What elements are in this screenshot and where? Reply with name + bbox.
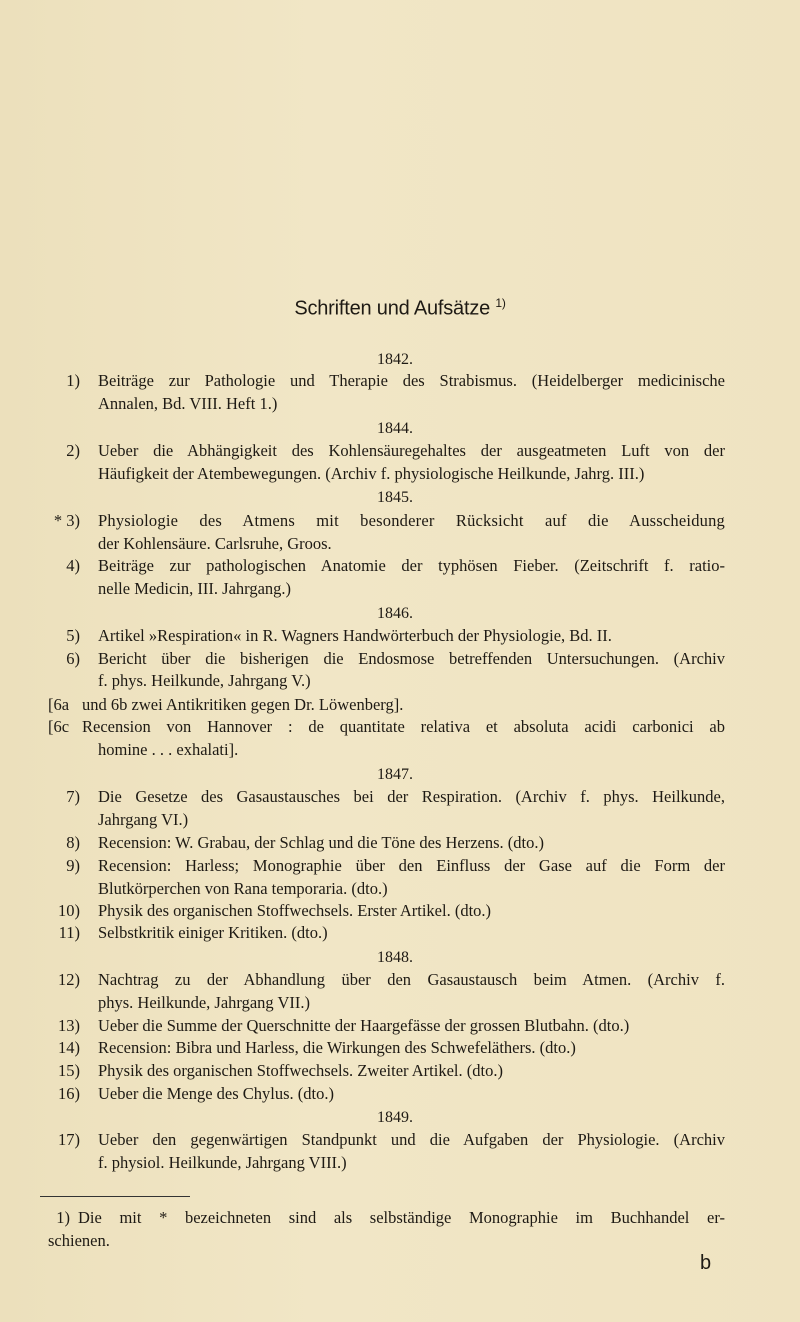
entry-line: Recension: W. Grabau, der Schlag und die Töne des Herzens. (dto.) <box>98 833 544 852</box>
entry-number: 15) <box>58 1061 80 1080</box>
entry-line: Selbstkritik einiger Kritiken. (dto.) <box>98 923 328 942</box>
entry-line: homine . . . exhalati]. <box>98 740 239 759</box>
entry-line: Physiologie des Atmens mit besonderer Rücksicht auf die Ausscheidung <box>98 511 725 530</box>
entry-line: Recension von Hannover : de quantitate relativa et absoluta acidi carbonici ab <box>82 717 725 736</box>
entry-line: Artikel »Respiration« in R. Wagners Handwörterbuch der Physiologie, Bd. II. <box>98 626 612 645</box>
entry-line: Ueber die Summe der Querschnitte der Haargefässe der grossen Blutbahn. (dto.) <box>98 1016 630 1035</box>
footnote-number: 1) <box>56 1208 70 1227</box>
entry-line: Ueber die Menge des Chylus. (dto.) <box>98 1084 334 1103</box>
entry-line: f. physiol. Heilkunde, Jahrgang VIII.) <box>98 1153 347 1172</box>
year-heading: 1845. <box>377 489 413 506</box>
entry-line: Jahrgang VI.) <box>98 810 189 829</box>
entry-line: Beiträge zur pathologischen Anatomie der typhösen Fieber. (Zeitschrift f. ratio- <box>98 556 725 575</box>
entry-line: Ueber die Abhängigkeit des Kohlensäuregehaltes der ausgeatmeten Luft von der <box>98 441 725 460</box>
entry-line: Recension: Bibra und Harless, die Wirkungen des Schwefeläthers. (dto.) <box>98 1038 576 1057</box>
entry-line: Physik des organischen Stoffwechsels. Zweiter Artikel. (dto.) <box>98 1061 503 1080</box>
footnote-rule <box>40 1196 190 1197</box>
entry-number: 14) <box>58 1038 80 1057</box>
entry-number: 8) <box>66 833 80 852</box>
entry-line: nelle Medicin, III. Jahrgang.) <box>98 579 292 598</box>
entry-line: Nachtrag zu der Abhandlung über den Gasaustausch beim Atmen. (Archiv f. <box>98 970 725 989</box>
entry-number: 9) <box>66 856 80 875</box>
signature-mark: b <box>700 1252 712 1274</box>
entry-number: * 3) <box>53 511 80 530</box>
entry-number: 7) <box>66 787 80 806</box>
entry-line: Die Gesetze des Gasaustausches bei der Respiration. (Archiv f. phys. Heilkunde, <box>98 787 725 806</box>
entry-line: Physik des organischen Stoffwechsels. Erster Artikel. (dto.) <box>98 901 492 920</box>
entry-line: phys. Heilkunde, Jahrgang VII.) <box>98 993 311 1012</box>
footnote-mark: 1) <box>495 296 506 310</box>
entry-line: Recension: Harless; Monographie über den Einfluss der Gase auf die Form der <box>98 856 725 875</box>
entry-line: der Kohlensäure. Carlsruhe, Groos. <box>98 534 332 553</box>
entry-number: 13) <box>58 1016 80 1035</box>
entry-line: und 6b zwei Antikritiken gegen Dr. Löwenberg]. <box>82 695 404 714</box>
entry-line: Annalen, Bd. VIII. Heft 1.) <box>98 394 278 413</box>
page-title <box>0 296 800 321</box>
footnote-line: Die mit * bezeichneten sind als selbständige Monographie im Buchhandel er- <box>78 1208 725 1227</box>
entry-line: Ueber den gegenwärtigen Standpunkt und die Aufgaben der Physiologie. (Archiv <box>98 1130 725 1149</box>
entry-line: Beiträge zur Pathologie und Therapie des Strabismus. (Heidelberger medicinische <box>98 371 725 390</box>
entry-line: f. phys. Heilkunde, Jahrgang V.) <box>98 671 311 690</box>
entry-line: Bericht über die bisherigen die Endosmose betreffenden Untersuchungen. (Archiv <box>98 649 725 668</box>
entry-line: Blutkörperchen von Rana temporaria. (dto.) <box>98 879 388 898</box>
entry-number: 10) <box>58 901 80 920</box>
footnote-line: schienen. <box>48 1231 110 1250</box>
entry-number: [6c <box>48 717 70 736</box>
entry-number: 4) <box>66 556 80 575</box>
entry-number: 12) <box>58 970 80 989</box>
year-heading: 1849. <box>377 1109 413 1126</box>
year-heading: 1847. <box>377 766 413 783</box>
entry-number: 16) <box>58 1084 80 1103</box>
entry-number: 2) <box>66 441 80 460</box>
entry-number: 5) <box>66 626 80 645</box>
entry-number: [6a <box>48 695 70 714</box>
entry-number: 17) <box>58 1130 80 1149</box>
title-text: Schriften und Aufsätze <box>294 297 491 320</box>
year-heading: 1846. <box>377 605 413 622</box>
year-heading: 1844. <box>377 420 413 437</box>
entry-number: 1) <box>66 371 80 390</box>
entry-number: 6) <box>66 649 80 668</box>
entry-number: 11) <box>58 923 80 942</box>
entry-line: Häufigkeit der Atembewegungen. (Archiv f. physiologische Heilkunde, Jahrg. III.) <box>98 464 645 483</box>
year-heading: 1848. <box>377 949 413 966</box>
year-heading: 1842. <box>377 351 413 368</box>
